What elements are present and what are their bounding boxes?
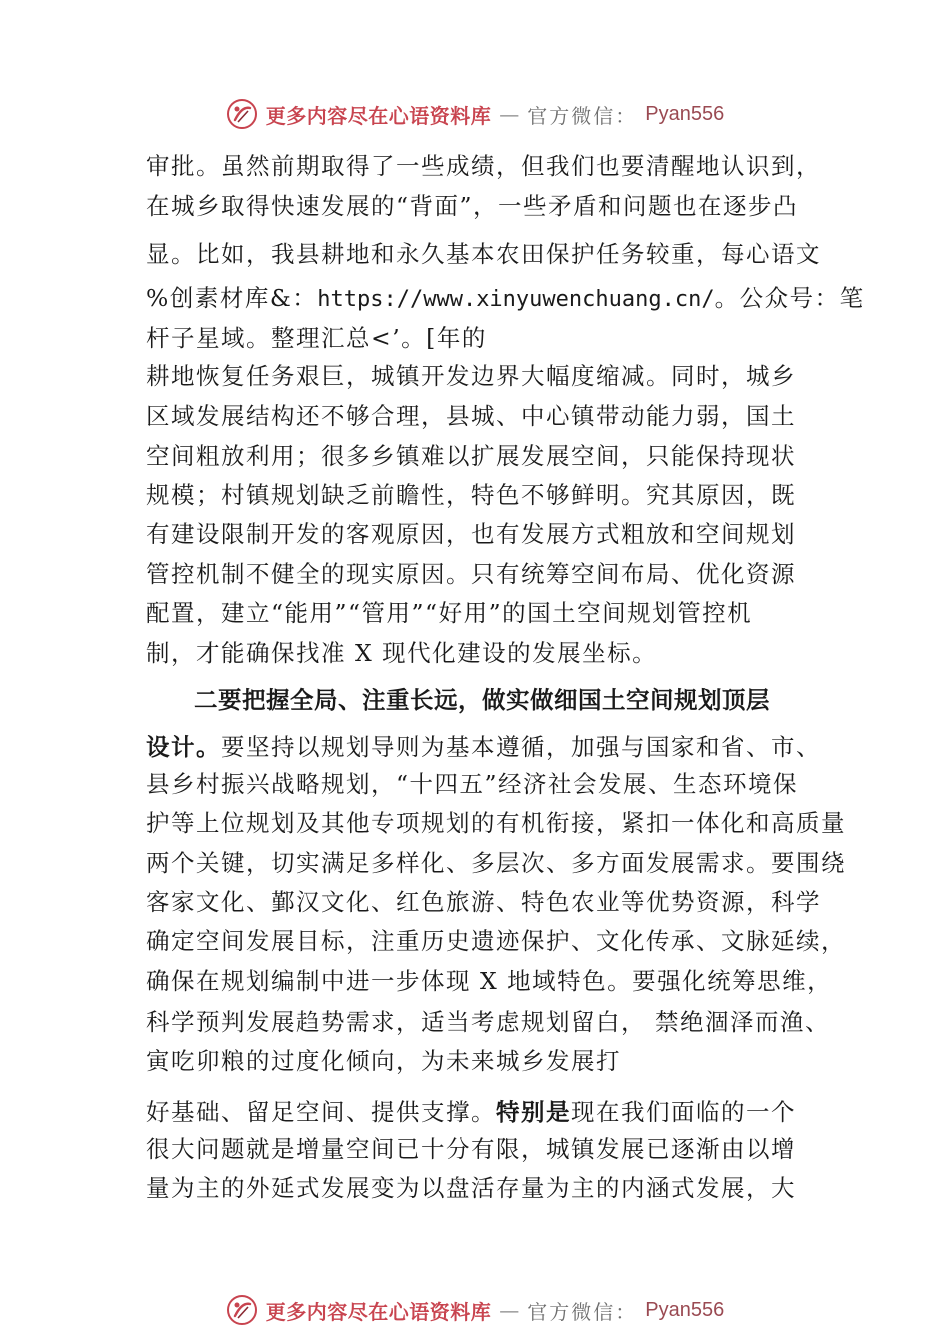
footer-wechat-id: Pyan556 xyxy=(645,1298,725,1321)
paragraph-line: 管控机制不健全的现实原因。只有统筹空间布局、优化资源 xyxy=(146,560,796,588)
paragraph-line: 寅吃卯粮的过度化倾向，为未来城乡发展打 xyxy=(146,1047,621,1075)
header-wechat-label: 官方微信： xyxy=(527,103,638,128)
paragraph-line-with-url xyxy=(146,282,865,314)
header-banner xyxy=(0,94,950,134)
paragraph-line: 配置，建立“能用”“管用”“好用”的国土空间规划管控机 xyxy=(146,599,753,627)
paragraph-line: 耕地恢复任务艰巨，城镇开发边界大幅度缩减。同时，城乡 xyxy=(146,362,796,390)
paragraph-line: 审批。虽然前期取得了一些成绩，但我们也要清醒地认识到， xyxy=(146,152,821,180)
paragraph-line: 护等上位规划及其他专项规划的有机衔接，紧扣一体化和高质量 xyxy=(146,809,846,837)
paragraph-line: 有建设限制开发的客观原因，也有发展方式粗放和空间规划 xyxy=(146,520,796,548)
footer-brand-text: 更多内容尽在心语资料库 xyxy=(265,1299,492,1324)
text-fragment: 好基础、留足空间、提供支撑。 xyxy=(146,1098,496,1126)
brand-logo-icon xyxy=(226,98,258,130)
paragraph-line: 县乡村振兴战略规划，“十四五”经济社会发展、生态环境保 xyxy=(146,770,799,798)
emphasis-text: 特别是 xyxy=(496,1098,571,1126)
paragraph-line xyxy=(146,731,821,763)
website-url: https://www.xinyuwenchuang.cn/ xyxy=(317,287,715,312)
header-wechat-id: Pyan556 xyxy=(645,102,725,125)
paragraph-line: 空间粗放利用；很多乡镇难以扩展发展空间，只能保持现状 xyxy=(146,442,796,470)
brand-logo-icon xyxy=(226,1294,258,1326)
header-separator: — xyxy=(499,102,520,126)
paragraph-line: 确保在规划编制中进一步体现 X 地域特色。要强化统筹思维， xyxy=(146,967,833,995)
paragraph-line: 显。比如，我县耕地和永久基本农田保护任务较重，每心语文 xyxy=(146,240,821,268)
paragraph-line xyxy=(146,1096,796,1128)
paragraph-line: 客家文化、鄞汉文化、红色旅游、特色农业等优势资源，科学 xyxy=(146,888,821,916)
text-fragment: 。公众号：笔 xyxy=(714,284,865,312)
footer-banner xyxy=(0,1290,950,1330)
footer-wechat-label: 官方微信： xyxy=(527,1299,638,1324)
paragraph-line: 确定空间发展目标，注重历史遗迹保护、文化传承、文脉延续， xyxy=(146,927,846,955)
text-fragment: %创素材库&： xyxy=(146,284,318,312)
text-fragment: 要坚持以规划导则为基本遵循，加强与国家和省、市、 xyxy=(221,733,821,761)
section-heading: 二要把握全局、注重长远，做实做细国土空间规划顶层 xyxy=(194,686,770,714)
footer-separator: — xyxy=(499,1298,520,1322)
heading-continuation: 设计。 xyxy=(146,733,221,761)
paragraph-line: 规模；村镇规划缺乏前瞻性，特色不够鲜明。究其原因，既 xyxy=(146,481,796,509)
paragraph-line: 两个关键，切实满足多样化、多层次、多方面发展需求。要围绕 xyxy=(146,849,846,877)
paragraph-line: 科学预判发展趋势需求，适当考虑规划留白， 禁绝涸泽而渔、 xyxy=(146,1008,830,1036)
paragraph-line: 区域发展结构还不够合理，县城、中心镇带动能力弱，国土 xyxy=(146,402,796,430)
paragraph-line: 制，才能确保找准 X 现代化建设的发展坐标。 xyxy=(146,639,658,667)
header-brand-text: 更多内容尽在心语资料库 xyxy=(265,103,492,128)
paragraph-line: 量为主的外延式发展变为以盘活存量为主的内涵式发展，大 xyxy=(146,1174,796,1202)
paragraph-line: 在城乡取得快速发展的“背面”，一些矛盾和问题也在逐步凸 xyxy=(146,192,799,220)
paragraph-line: 杆子星域。整理汇总<’。[年的 xyxy=(146,324,487,352)
paragraph-line: 很大问题就是增量空间已十分有限，城镇发展已逐渐由以增 xyxy=(146,1135,796,1163)
text-fragment: 现在我们面临的一个 xyxy=(571,1098,796,1126)
